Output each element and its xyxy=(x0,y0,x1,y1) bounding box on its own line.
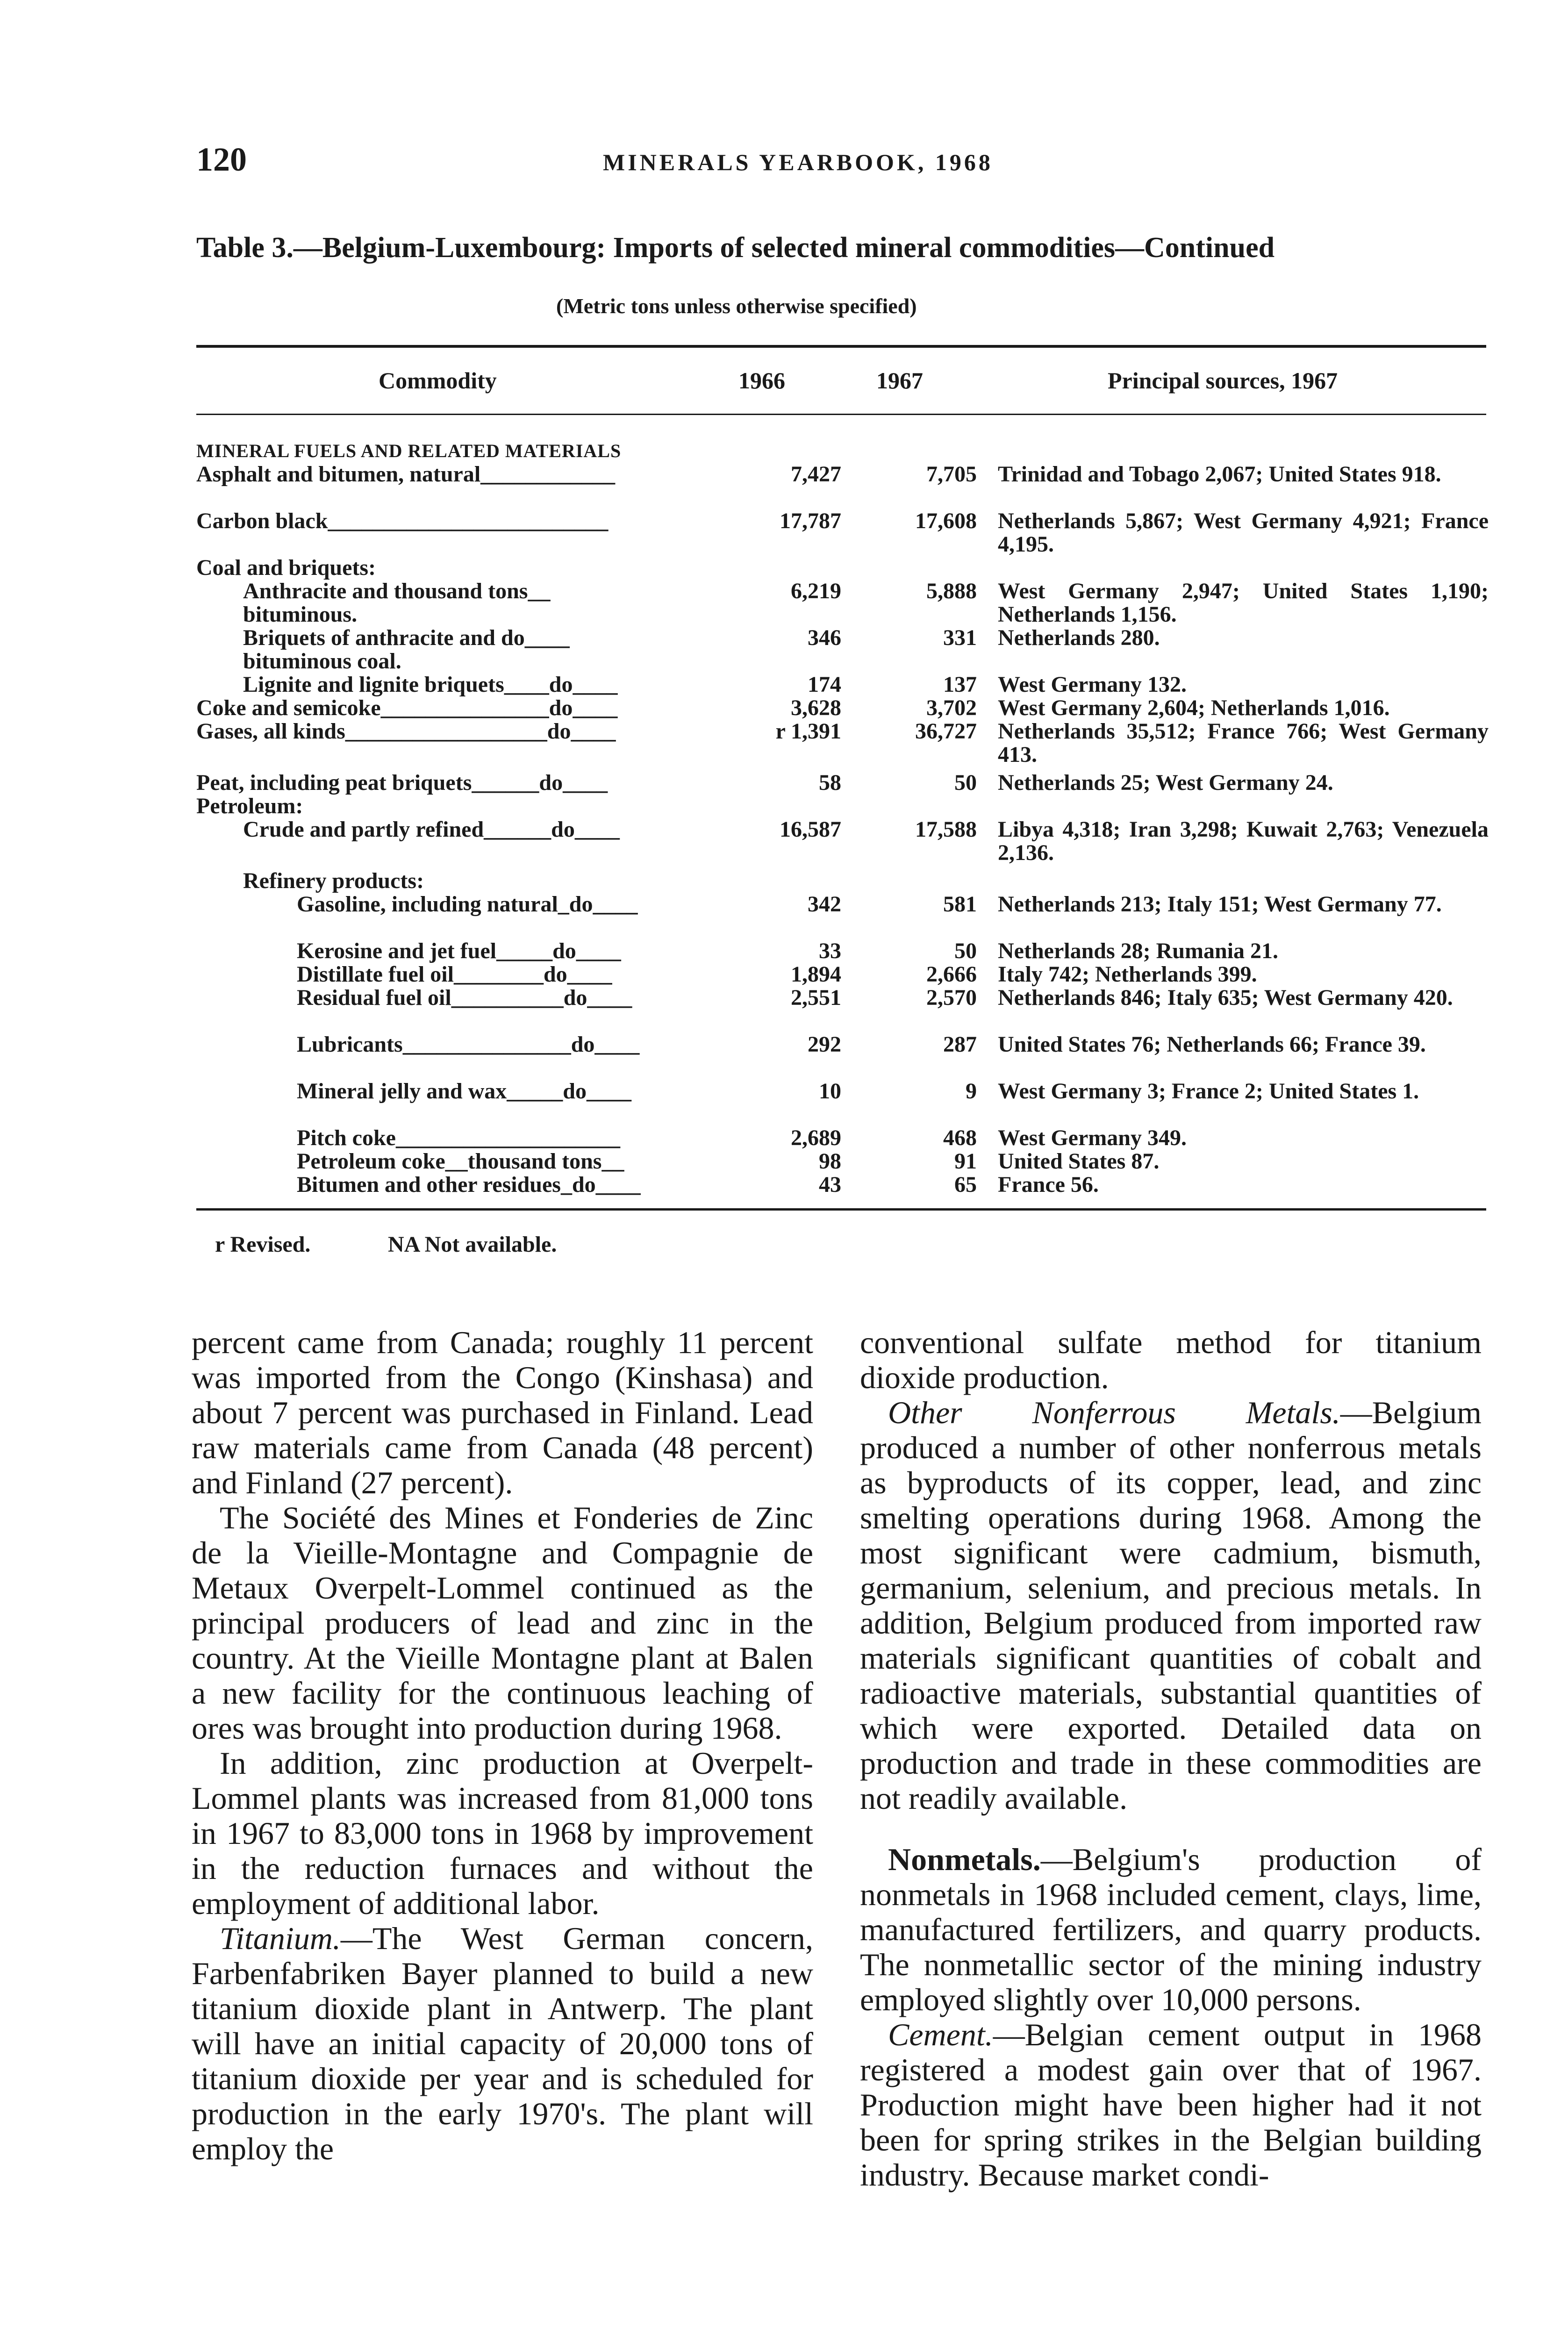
value-1967: 50 xyxy=(954,770,977,795)
sources: Netherlands 25; West Germany 24. xyxy=(998,770,1333,795)
body-left-column xyxy=(192,1325,813,2166)
table-row-continued: bituminous. xyxy=(243,602,358,627)
value-1966: 2,689 xyxy=(791,1125,841,1150)
paragraph-nonmetals: Nonmetals.—Belgium's production of nonmetals in 1968 included cement, clays, lime, manufactured fertilizers, and quarry products. The nonmetallic sector of the mining industry employed slightly over 10,000 persons. xyxy=(860,1842,1482,2017)
sources: West Germany 3; France 2; United States 1. xyxy=(998,1079,1419,1104)
value-1967: 3,702 xyxy=(926,695,977,720)
sources: West Germany 349. xyxy=(998,1125,1187,1150)
paragraph: The Société des Mines et Fonderies de Zinc de la Vieille-Montagne and Compagnie de Metaux Overpelt-Lommel continued as the principal producers of lead and zinc in the country. At the Vieille Montagne plant at Balen a new facility for the continuous leaching of ores was brought into production during 1968. xyxy=(192,1500,813,1746)
value-1967: 91 xyxy=(954,1149,977,1174)
value-1966: r 1,391 xyxy=(775,719,841,744)
value-1967: 50 xyxy=(954,939,977,963)
sources: Netherlands 213; Italy 151; West Germany 77. xyxy=(998,892,1442,917)
value-1966: 346 xyxy=(808,625,841,650)
sources: Libya 4,318; Iran 3,298; Kuwait 2,763; Venezuela 2,136. xyxy=(998,817,1489,865)
value-1967: 468 xyxy=(943,1125,977,1150)
value-1966: 342 xyxy=(808,892,841,917)
value-1967: 17,588 xyxy=(915,817,977,842)
sources: West Germany 2,947; United States 1,190; Netherlands 1,156. xyxy=(998,579,1489,627)
value-1967: 287 xyxy=(943,1032,977,1057)
value-1966: 10 xyxy=(819,1079,841,1104)
table-row: Carbon black_________________________ xyxy=(196,509,609,533)
sources: Netherlands 846; Italy 635; West Germany 420. xyxy=(998,985,1453,1010)
table-row: Refinery products: xyxy=(243,868,424,893)
value-1967: 36,727 xyxy=(915,719,977,744)
table-bottom-rule xyxy=(196,1208,1486,1211)
table-row: Bitumen and other residues_do____ xyxy=(297,1172,641,1197)
table-row: Mineral jelly and wax_____do____ xyxy=(297,1079,631,1104)
table-row: Kerosine and jet fuel_____do____ xyxy=(297,939,621,963)
value-1967: 17,608 xyxy=(915,509,977,533)
value-1966: 16,587 xyxy=(780,817,841,842)
paragraph: In addition, zinc production at Overpelt-Lommel plants was increased from 81,000 tons in 1967 to 83,000 tons in 1968 by improvement in the reduction furnaces and without the employment of additional labor. xyxy=(192,1745,813,1921)
value-1967: 2,570 xyxy=(926,985,977,1010)
table-row: Pitch coke____________________ xyxy=(297,1125,620,1150)
paragraph: percent came from Canada; roughly 11 percent was imported from the Congo (Kinshasa) and about 7 percent was purchased in Finland. Lead raw materials came from Canada (48 percent) and Finland (27 percent). xyxy=(192,1325,813,1500)
body-right-column xyxy=(860,1325,1482,2193)
table-row: Petroleum coke__thousand tons__ xyxy=(297,1149,624,1174)
value-1966: 58 xyxy=(819,770,841,795)
value-1966: 3,628 xyxy=(791,695,841,720)
paragraph-other-nonferrous: Other Nonferrous Metals.—Belgium produced a number of other nonferrous metals as byproducts of its copper, lead, and zinc smelting operations during 1968. Among the most significant were cadmium, bismuth, germanium, selenium, and precious metals. In addition, Belgium produced from imported raw materials significant quantities of cobalt and radioactive materials, substantial quantities of which were exported. Detailed data on production and trade in these commodities are not readily available. xyxy=(860,1395,1482,1816)
value-1967: 137 xyxy=(943,672,977,697)
footnote-not-available: NA Not available. xyxy=(388,1232,557,1257)
page-number: 120 xyxy=(196,141,247,178)
table-row: Crude and partly refined______do____ xyxy=(243,817,620,842)
subhead-titanium: Titanium. xyxy=(220,1921,341,1956)
table-title: Table 3.—Belgium-Luxembourg: Imports of selected mineral commodities—Continued xyxy=(196,232,1275,264)
value-1966: 2,551 xyxy=(791,985,841,1010)
table-row: Petroleum: xyxy=(196,794,303,818)
value-1967: 5,888 xyxy=(926,579,977,603)
paragraph: conventional sulfate method for titanium dioxide production. xyxy=(860,1325,1482,1395)
table-row: Distillate fuel oil________do____ xyxy=(297,962,612,987)
subhead-nonmetals: Nonmetals. xyxy=(888,1842,1041,1877)
table-row: Coke and semicoke_______________do____ xyxy=(196,695,618,720)
table-row: Gasoline, including natural_do____ xyxy=(297,892,638,917)
column-header-commodity: Commodity xyxy=(379,367,497,394)
value-1967: 331 xyxy=(943,625,977,650)
value-1967: 581 xyxy=(943,892,977,917)
table-row: Gases, all kinds__________________do____ xyxy=(196,719,616,744)
value-1966: 1,894 xyxy=(791,962,841,987)
column-header-sources: Principal sources, 1967 xyxy=(1108,367,1338,394)
table-subtitle: (Metric tons unless otherwise specified) xyxy=(556,294,917,318)
sources: Netherlands 5,867; West Germany 4,921; France 4,195. xyxy=(998,509,1489,557)
subhead-other-nonferrous: Other Nonferrous Metals. xyxy=(888,1395,1340,1430)
table-row: Lignite and lignite briquets____do____ xyxy=(243,672,618,697)
column-header-1967: 1967 xyxy=(876,367,923,394)
table-top-rule xyxy=(196,345,1486,348)
header-bottom-rule xyxy=(196,414,1486,415)
value-1966: 17,787 xyxy=(780,509,841,533)
sources: Trinidad and Tobago 2,067; United States 918. xyxy=(998,462,1441,487)
value-1967: 9 xyxy=(966,1079,977,1104)
value-1967: 65 xyxy=(954,1172,977,1197)
value-1966: 98 xyxy=(819,1149,841,1174)
table-row: Lubricants_______________do____ xyxy=(297,1032,640,1057)
value-1967: 2,666 xyxy=(926,962,977,987)
value-1966: 43 xyxy=(819,1172,841,1197)
table-row: Anthracite and thousand tons__ xyxy=(243,579,551,603)
table-row: Residual fuel oil__________do____ xyxy=(297,985,632,1010)
sources: West Germany 2,604; Netherlands 1,016. xyxy=(998,695,1390,720)
table-row: Peat, including peat briquets______do____ xyxy=(196,770,608,795)
value-1966: 174 xyxy=(808,672,841,697)
sources: Netherlands 28; Rumania 21. xyxy=(998,939,1279,963)
running-title: MINERALS YEARBOOK, 1968 xyxy=(603,149,993,175)
footnote-revised: r Revised. xyxy=(215,1232,311,1257)
section-heading: MINERAL FUELS AND RELATED MATERIALS xyxy=(196,440,622,461)
value-1966: 33 xyxy=(819,939,841,963)
sources: United States 87. xyxy=(998,1149,1160,1174)
subhead-cement: Cement. xyxy=(888,2017,993,2052)
sources: Netherlands 35,512; France 766; West Germany 413. xyxy=(998,719,1489,767)
table-row: Briquets of anthracite and do____ xyxy=(243,625,570,650)
table-row: Coal and briquets: xyxy=(196,555,376,580)
paragraph-cement: Cement.—Belgian cement output in 1968 registered a modest gain over that of 1967. Production might have been higher had it not been for spring strikes in the Belgian building industry. Because market condi- xyxy=(860,2017,1482,2193)
sources: Netherlands 280. xyxy=(998,625,1160,650)
sources: United States 76; Netherlands 66; France 39. xyxy=(998,1032,1426,1057)
table-row-continued: bituminous coal. xyxy=(243,649,401,674)
sources: West Germany 132. xyxy=(998,672,1187,697)
sources: Italy 742; Netherlands 399. xyxy=(998,962,1257,987)
table-row: Asphalt and bitumen, natural____________ xyxy=(196,462,616,487)
sources: France 56. xyxy=(998,1172,1099,1197)
paragraph-titanium: Titanium.—The West German concern, Farbenfabriken Bayer planned to build a new titanium dioxide plant in Antwerp. The plant will have an initial capacity of 20,000 tons of titanium dioxide per year and is scheduled for production in the early 1970's. The plant will employ the xyxy=(192,1921,813,2166)
value-1966: 6,219 xyxy=(791,579,841,603)
value-1966: 292 xyxy=(808,1032,841,1057)
column-header-1966: 1966 xyxy=(738,367,785,394)
value-1967: 7,705 xyxy=(926,462,977,487)
value-1966: 7,427 xyxy=(791,462,841,487)
